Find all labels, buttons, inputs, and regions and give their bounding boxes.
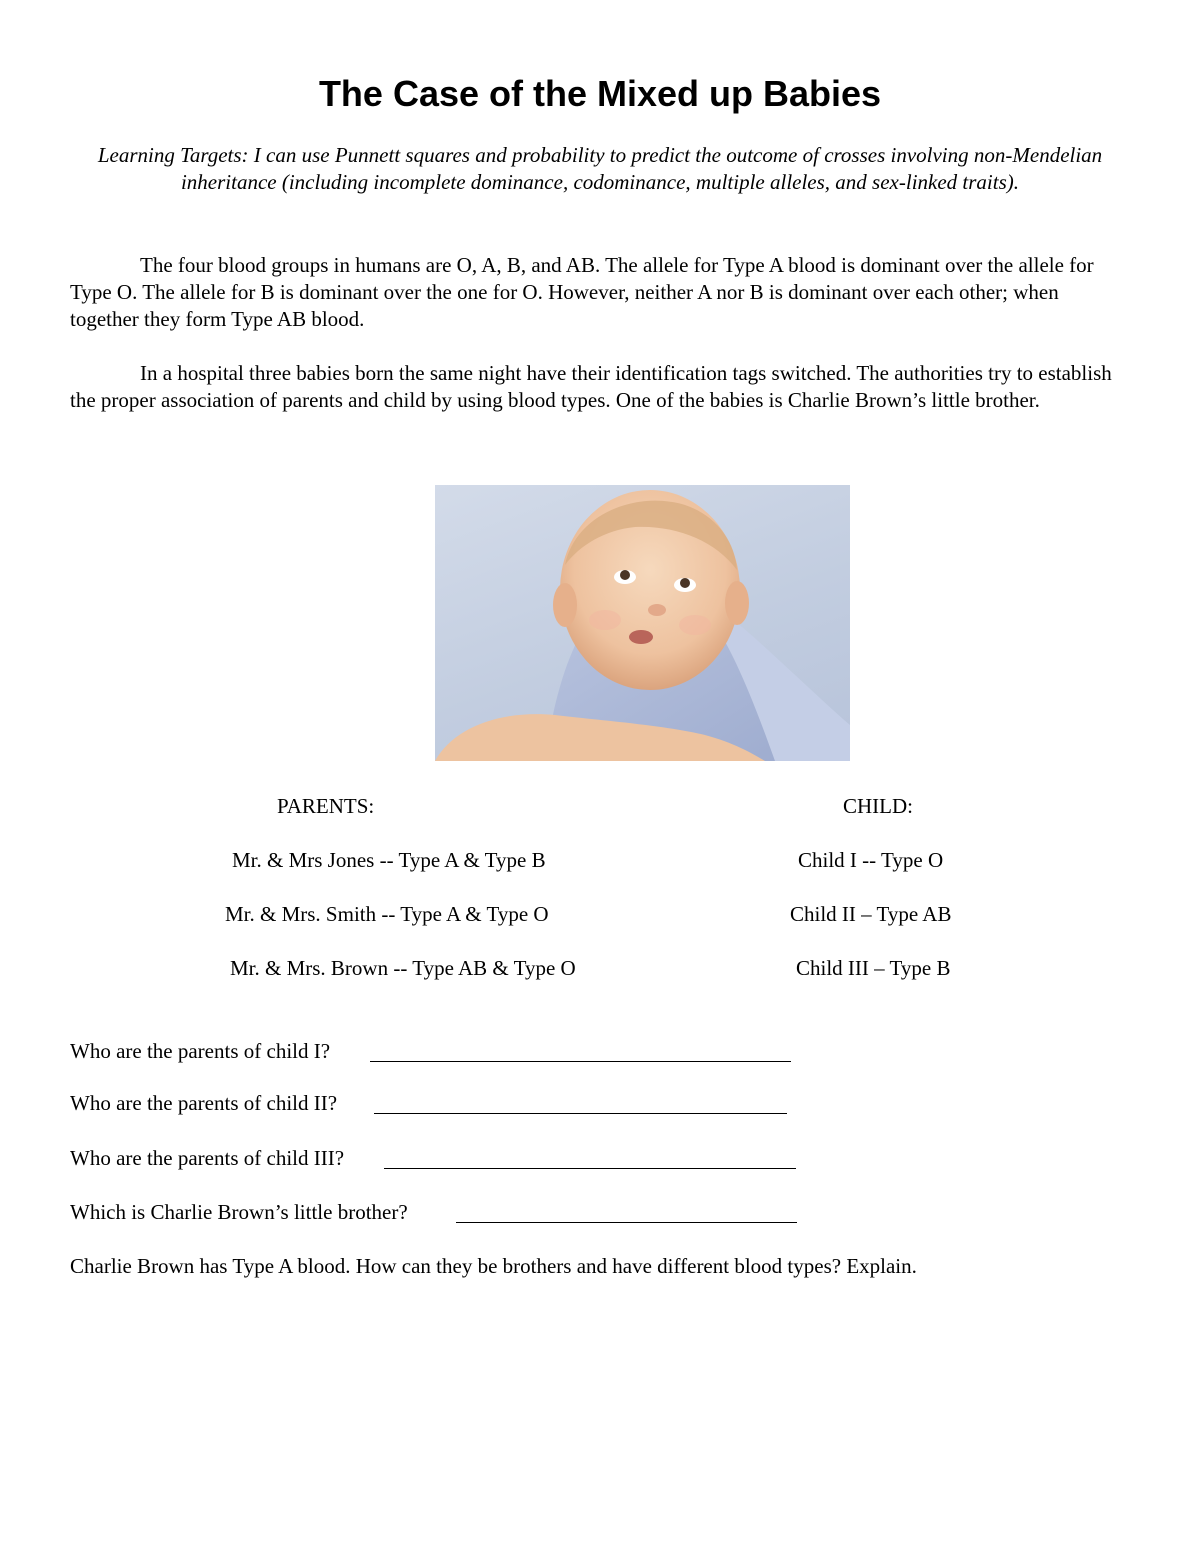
baby-mouth: [629, 630, 653, 644]
question-child-3: Who are the parents of child III?: [70, 1146, 345, 1170]
question-charlie-brother: Which is Charlie Brown’s little brother?: [70, 1200, 408, 1224]
baby-illustration: [435, 485, 850, 761]
question-child-2: Who are the parents of child II?: [70, 1091, 338, 1115]
baby-cheek-left: [589, 610, 621, 630]
baby-pupil-left: [620, 570, 630, 580]
parents-smith: Mr. & Mrs. Smith -- Type A & Type O: [225, 902, 549, 926]
child-3: Child III – Type B: [796, 956, 951, 980]
baby-ear-right: [725, 581, 749, 625]
parents-heading: PARENTS:: [277, 794, 375, 818]
child-1: Child I -- Type O: [798, 848, 944, 872]
answer-line-charlie-brother[interactable]: [456, 1222, 797, 1223]
answer-line-child-3[interactable]: [384, 1168, 796, 1169]
question-explain: Charlie Brown has Type A blood. How can they be brothers and have different blood types? Explain.: [70, 1254, 917, 1278]
blood-groups-paragraph: The four blood groups in humans are O, A, B, and AB. The allele for Type A blood is dominant over the allele for Type O. The allele for B is dominant over the one for O. However, neither A nor B is dominant over each other; when together they form Type AB blood.: [70, 253, 1094, 331]
child-heading: CHILD:: [843, 794, 913, 818]
baby-nose: [648, 604, 666, 616]
baby-photo: [435, 485, 850, 761]
parents-jones: Mr. & Mrs Jones -- Type A & Type B: [232, 848, 546, 872]
hospital-paragraph: In a hospital three babies born the same night have their identification tags switched. The authorities try to establish the proper association of parents and child by using blood types. One of the babies is Charlie Brown’s little brother.: [70, 361, 1112, 412]
page-title: The Case of the Mixed up Babies: [318, 73, 882, 114]
parents-brown: Mr. & Mrs. Brown -- Type AB & Type O: [230, 956, 576, 980]
child-2: Child II – Type AB: [790, 902, 952, 926]
answer-line-child-2[interactable]: [374, 1113, 787, 1114]
question-child-1: Who are the parents of child I?: [70, 1039, 331, 1063]
baby-pupil-right: [680, 578, 690, 588]
baby-cheek-right: [679, 615, 711, 635]
answer-line-child-1[interactable]: [370, 1061, 791, 1062]
baby-ear-left: [553, 583, 577, 627]
learning-targets: Learning Targets: I can use Punnett squares and probability to predict the outcome of crosses involving non-Mendelian inheritance (including incomplete dominance, codominance, multiple alleles, and sex-linked traits).: [97, 143, 1103, 194]
